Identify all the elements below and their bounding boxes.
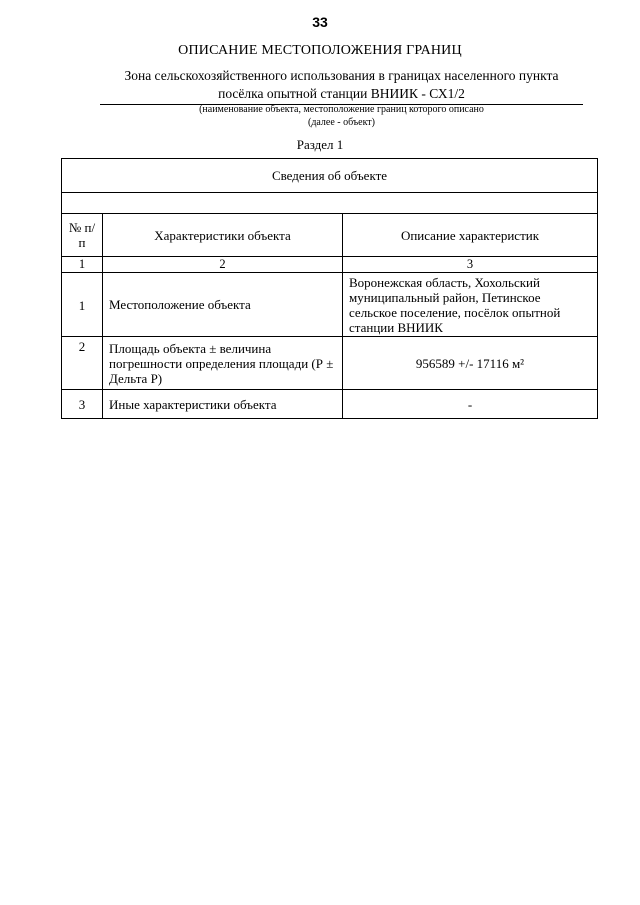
column-number: 1 xyxy=(62,257,103,273)
table-spacer xyxy=(62,193,598,214)
row-description: Воронежская область, Хохольский муниципальный район, Петинское сельское поселение, посёлок опытной станции ВНИИК xyxy=(343,273,598,337)
table-spacer-row xyxy=(62,193,598,214)
object-name-line-2: посёлка опытной станции ВНИИК - СХ1/2 xyxy=(218,86,465,101)
row-description: 956589 +/- 17116 м² xyxy=(343,337,598,390)
header-num: № п/п xyxy=(62,214,103,257)
header-description: Описание характеристик xyxy=(343,214,598,257)
table-row xyxy=(62,273,598,337)
table-caption: Сведения об объекте xyxy=(62,159,598,193)
object-note xyxy=(100,103,583,129)
column-number: 2 xyxy=(103,257,343,273)
column-number-row xyxy=(62,257,598,273)
row-num: 1 xyxy=(62,273,103,337)
column-number: 3 xyxy=(343,257,598,273)
table-row xyxy=(62,337,598,390)
row-num: 3 xyxy=(62,390,103,419)
document-title: ОПИСАНИЕ МЕСТОПОЛОЖЕНИЯ ГРАНИЦ xyxy=(178,43,462,58)
row-num: 2 xyxy=(62,337,103,390)
row-characteristic: Местоположение объекта xyxy=(103,273,343,337)
table-header-row xyxy=(62,214,598,257)
table-row xyxy=(62,390,598,419)
header-characteristic: Характеристики объекта xyxy=(103,214,343,257)
row-characteristic: Площадь объекта ± величина погрешности определения площади (Р ± Дельта Р) xyxy=(103,337,343,390)
object-name-line-1: Зона сельскохозяйственного использования в границах населенного пункта xyxy=(124,68,559,83)
object-note-line-1: (наименование объекта, местоположение границ которого описано xyxy=(199,104,484,115)
object-info-table xyxy=(61,158,598,419)
object-note-line-2: (далее - объект) xyxy=(307,117,376,128)
page-number: 33 xyxy=(312,14,328,30)
row-characteristic: Иные характеристики объекта xyxy=(103,390,343,419)
row-description: - xyxy=(343,390,598,419)
section-label: Раздел 1 xyxy=(296,137,344,152)
table-caption-row xyxy=(62,159,598,193)
object-name xyxy=(100,67,583,105)
